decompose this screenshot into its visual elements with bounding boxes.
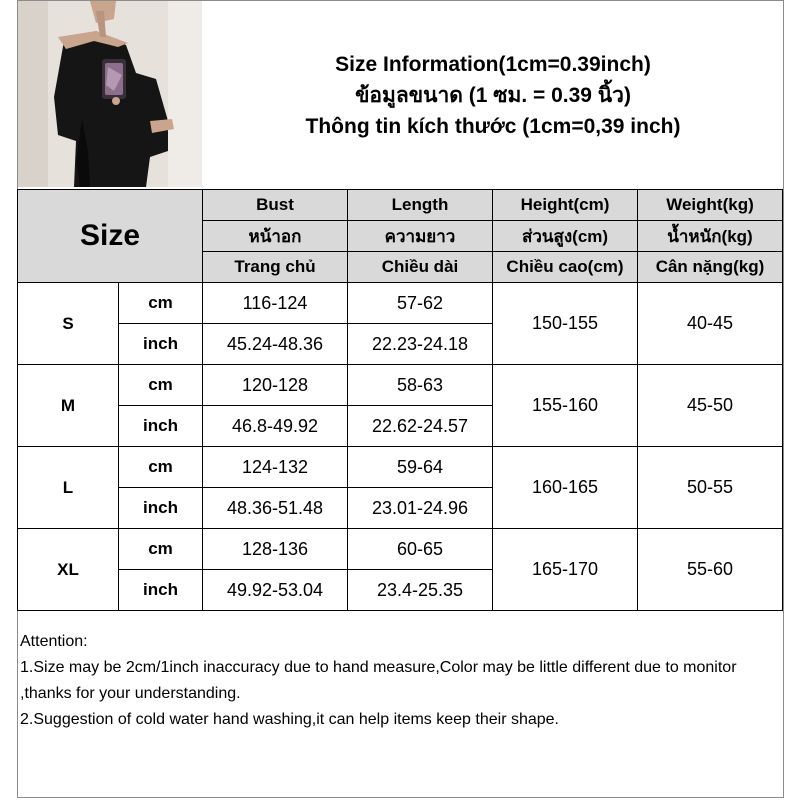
column-header-height: Height(cm): [493, 190, 638, 221]
length-inch-value: 23.01-24.96: [348, 488, 493, 529]
column-header-bust-thai: หน้าอก: [203, 221, 348, 252]
weight-value: 40-45: [638, 283, 783, 365]
size-label-l: L: [18, 447, 119, 529]
length-cm-value: 60-65: [348, 529, 493, 570]
attention-note-washing: 2.Suggestion of cold water hand washing,it can help items keep their shape.: [20, 711, 559, 728]
table-header-row-english: [18, 190, 783, 221]
length-inch-value: 22.23-24.18: [348, 324, 493, 365]
unit-inch: inch: [119, 488, 203, 529]
header-title-thai: ข้อมูลขนาด (1 ซม. = 0.39 นิ้ว): [355, 83, 631, 107]
column-header-weight: Weight(kg): [638, 190, 783, 221]
column-header-bust: Bust: [203, 190, 348, 221]
length-cm-value: 58-63: [348, 365, 493, 406]
attention-title: Attention:: [20, 633, 88, 650]
size-label-s: S: [18, 283, 119, 365]
bust-cm-value: 116-124: [203, 283, 348, 324]
product-photo: [18, 1, 202, 187]
column-header-weight-thai: น้ำหนัก(kg): [638, 221, 783, 252]
bust-inch-value: 48.36-51.48: [203, 488, 348, 529]
attention-note-measurement: 1.Size may be 2cm/1inch inaccuracy due to hand measure,Color may be little different due to monitor ,thanks for your understanding.: [20, 659, 737, 702]
bust-cm-value: 120-128: [203, 365, 348, 406]
length-cm-value: 57-62: [348, 283, 493, 324]
weight-value: 50-55: [638, 447, 783, 529]
column-header-height-thai: ส่วนสูง(cm): [493, 221, 638, 252]
weight-value: 45-50: [638, 365, 783, 447]
length-cm-value: 59-64: [348, 447, 493, 488]
table-row: [18, 283, 783, 324]
header-title-vietnamese: Thông tin kích thước (1cm=0,39 inch): [305, 114, 681, 138]
unit-cm: cm: [119, 447, 203, 488]
table-row: [18, 365, 783, 406]
model-wearing-black-top-image: [18, 1, 202, 187]
column-header-weight-vietnamese: Cân nặng(kg): [638, 252, 783, 283]
unit-inch: inch: [119, 406, 203, 447]
bust-cm-value: 128-136: [203, 529, 348, 570]
bust-cm-value: 124-132: [203, 447, 348, 488]
length-inch-value: 22.62-24.57: [348, 406, 493, 447]
column-header-length-thai: ความยาว: [348, 221, 493, 252]
length-inch-value: 23.4-25.35: [348, 570, 493, 611]
size-table: [17, 189, 783, 611]
table-row: [18, 529, 783, 570]
table-row: [18, 447, 783, 488]
size-label-xl: XL: [18, 529, 119, 611]
column-header-height-vietnamese: Chiều cao(cm): [493, 252, 638, 283]
column-header-bust-vietnamese: Trang chủ: [203, 252, 348, 283]
height-value: 155-160: [493, 365, 638, 447]
column-header-length: Length: [348, 190, 493, 221]
unit-inch: inch: [119, 324, 203, 365]
height-value: 150-155: [493, 283, 638, 365]
bust-inch-value: 45.24-48.36: [203, 324, 348, 365]
attention-notes: [20, 629, 780, 733]
size-information-header: [203, 1, 783, 189]
unit-cm: cm: [119, 283, 203, 324]
unit-cm: cm: [119, 529, 203, 570]
unit-cm: cm: [119, 365, 203, 406]
size-column-header: Size: [18, 190, 203, 283]
bust-inch-value: 49.92-53.04: [203, 570, 348, 611]
column-header-length-vietnamese: Chiều dài: [348, 252, 493, 283]
height-value: 165-170: [493, 529, 638, 611]
header-title-english: Size Information(1cm=0.39inch): [335, 52, 651, 76]
bust-inch-value: 46.8-49.92: [203, 406, 348, 447]
weight-value: 55-60: [638, 529, 783, 611]
height-value: 160-165: [493, 447, 638, 529]
unit-inch: inch: [119, 570, 203, 611]
size-label-m: M: [18, 365, 119, 447]
